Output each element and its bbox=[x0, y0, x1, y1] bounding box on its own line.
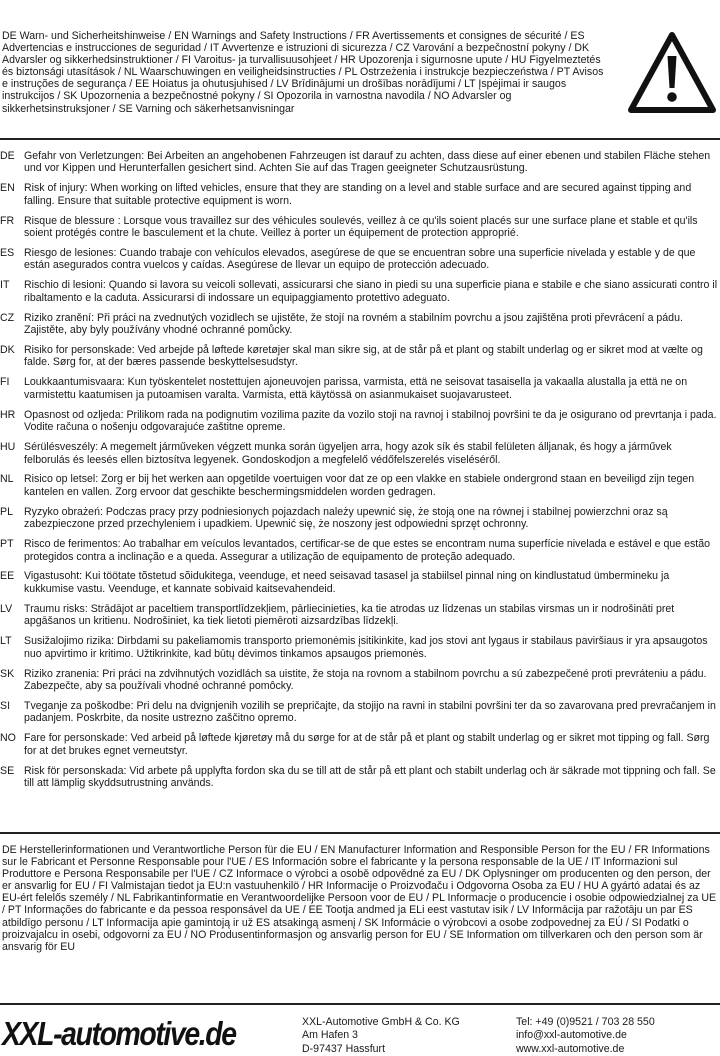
warning-text: Fare for personskade: Ved arbeid på løftede kjøretøy må du sørge for at de står på et plant og stabilt underlag og er sikret mot tipping og fall. Sørg for at det brukes egnet verneutstyr. bbox=[24, 732, 710, 757]
warning-no bbox=[0, 732, 720, 764]
warning-hu bbox=[0, 441, 720, 473]
website-url: www.xxl-automotive.de bbox=[516, 1042, 625, 1055]
warning-es bbox=[0, 247, 720, 279]
language-code: EE bbox=[0, 570, 15, 583]
warning-si bbox=[0, 700, 720, 732]
language-code: FR bbox=[0, 214, 15, 227]
footer bbox=[0, 1012, 720, 1056]
warning-hr bbox=[0, 409, 720, 441]
warning-text: Opasnost od ozljeda: Prilikom rada na podignutim vozilima pazite da vozilo stoji na ravnoj i stabilnoj površini te da je osigurano od prevrtanja i pada. Vodite računa o nošenju odgovarajuće zaštitne opreme. bbox=[24, 408, 717, 434]
warning-text: Rischio di lesioni: Quando si lavora su veicoli sollevati, assicurarsi che siano in piedi su una superficie piana e stabile e che siano assicurati contro il ribaltamento e la caduta. Assicurarsi di indossare un equipaggiamento protettivo adeguato. bbox=[24, 279, 718, 304]
language-code: EN bbox=[0, 182, 15, 195]
warning-text: Susižalojimo rizika: Dirbdami su pakeliamomis transporto priemonėmis įsitikinkite, kad jos stovi ant lygaus ir stabilaus paviršiaus ir yra apsaugotos nuo apvirtimo ir kritimo. Užtikrinkite, kad būtų dėvimos tinkamos apsaugos priemonės. bbox=[24, 635, 708, 660]
warning-text: Vigastusoht: Kui töötate tõstetud sõidukitega, veenduge, et need seisavad tasasel ja stabiilsel pinnal ning on kindlustatud ümbermineku ja kukkumise vastu. Veenduge, et kannate sobivaid kaitsevahendeid. bbox=[24, 570, 670, 595]
language-code: HU bbox=[0, 441, 16, 454]
divider-bottom bbox=[0, 1003, 720, 1005]
warning-lv bbox=[0, 603, 720, 635]
language-code: IT bbox=[0, 279, 10, 292]
warning-text: Ryzyko obrażeń: Podczas pracy przy podniesionych pojazdach należy upewnić się, że stoją one na równej i stabilnej powierzchni oraz są zabezpieczone przed przechyleniem i upadkiem. Upewnić się, że noszony jest odpowiedni sprzęt ochronny. bbox=[24, 505, 668, 531]
warning-sk bbox=[0, 668, 720, 700]
language-code: NL bbox=[0, 473, 14, 486]
warning-text: Traumu risks: Strādājot ar paceltiem transportlīdzekļiem, pārliecinieties, ka tie atrodas uz līdzenas un stabilas virsmas un ir nodrošināti pret apgāšanos un kritienu. Nodrošiniet, ka tiek lietoti piemēroti aizsardzības līdzekļi. bbox=[24, 602, 675, 628]
language-code: SI bbox=[0, 699, 11, 712]
company-address bbox=[302, 1016, 460, 1056]
warning-dk bbox=[0, 344, 720, 376]
warning-text: Sérülésveszély: A megemelt járműveken végzett munka során ügyeljen arra, hogy azok sík és stabil felületen álljanak, és hogy a járművek felborulás és leesés ellen biztosítva legyenek. Gondoskodjon a megfelelő védőfelszerelés viseléséről. bbox=[24, 441, 672, 466]
header-title: DE Warn- und Sicherheitshinweise / EN Warnings and Safety Instructions / FR Avertissements et consignes de sécurité / ES Advertencias e instrucciones de seguridad / IT Avvertenze e istruzioni di sicurezza / CZ Varování a bezpečnostní pokyny / DK Advarsler og sikkerhedsinstruktioner / FI Varoitus- ja turvallisuusohjeet / HR Upozorenja i sigurnosne upute / HU Figyelmeztetés és biztonsági utasítások / NL Waarschuwingen en veiligheidsinstructies / PL Ostrzeżenia i instrukcje bezpieczeństwa / PT Avisos e instruções de segurança / EE Hoiatus ja ohutusjuhised / LV Brīdinājumi un drošības norādījumi / LT Įspėjimai ir saugos instrukcijos / SK Upozornenia a bezpečnostné pokyny / SI Opozorila in varnostna navodila / NO Advarsler og sikkerhetsinstruksjoner / SE Varning och säkerhetsanvisningar bbox=[2, 30, 604, 115]
divider-top bbox=[0, 138, 720, 140]
divider-middle bbox=[0, 832, 720, 834]
warning-text: Risk för personskada: Vid arbete på upplyfta fordon ska du se till att de står på ett plant och stabilt underlag och är säkrade mot tippning och fall. Se till att lämplig skyddsutrustning används. bbox=[24, 764, 716, 789]
warning-lt bbox=[0, 635, 720, 667]
warning-text: Riziko zranenia: Pri práci na zdvihnutých vozidlách sa uistite, že stoja na rovnom a stabilnom povrchu a sú zabezpečené proti prevráteniu a pádu. Zabezpečte, aby sa používali vhodné ochranné pomôcky. bbox=[24, 667, 707, 692]
email-address: info@xxl-automotive.de bbox=[516, 1029, 627, 1042]
language-code: FI bbox=[0, 376, 10, 389]
warning-text: Risico op letsel: Zorg er bij het werken aan opgetilde voertuigen voor dat ze op een vlakke en stabiele ondergrond staan en beveiligd zijn tegen kantelen en vallen. Zorg ervoor dat geschikte beschermingsmiddelen worden gedragen. bbox=[24, 473, 695, 498]
warning-text: Risco de ferimentos: Ao trabalhar em veículos levantados, certificar-se de que estes se encontram numa superfície nivelada e estável e que estão protegidos contra a inclinação e a queda. Assegurar a utilização de equipamento de proteção adequado. bbox=[24, 538, 711, 563]
warning-pl bbox=[0, 506, 720, 538]
language-code: LV bbox=[0, 602, 13, 615]
warning-text: Loukkaantumisvaara: Kun työskentelet nostettujen ajoneuvojen parissa, varmista, että ne seisovat tasaisella ja vakaalla alustalla ja että ne on varmistettu kaatumisen ja putoamisen varalta. Varmista, että käytössä on asianmukaiset suojavarusteet. bbox=[24, 376, 688, 401]
warning-fi bbox=[0, 376, 720, 408]
warning-text: Tveganje za poškodbe: Pri delu na dvignjenih vozilih se prepričajte, da stojijo na ravni in stabilni površini ter da so zavarovana pred prevračanjem in padanjem. Poskrbite, da nosite ustrezno zaščitno opremo. bbox=[24, 699, 716, 725]
language-code: SK bbox=[0, 667, 15, 680]
language-code: DE bbox=[0, 150, 15, 162]
warning-ee bbox=[0, 570, 720, 602]
company-contact bbox=[516, 1016, 655, 1056]
warning-it bbox=[0, 279, 720, 311]
language-code: NO bbox=[0, 732, 16, 745]
warning-en bbox=[0, 182, 720, 214]
address-line: D-97437 Hassfurt bbox=[302, 1042, 386, 1055]
warnings-list bbox=[0, 150, 720, 797]
warning-text: Gefahr von Verletzungen: Bei Arbeiten an angehobenen Fahrzeugen ist darauf zu achten, dass diese auf einer ebenen und stabilen Fläche stehen und vor Kippen und Herunterfallen gesichert sind. Achten Sie auf das Tragen geeigneter Schutzausrüstung. bbox=[24, 150, 711, 175]
warning-de bbox=[0, 150, 720, 182]
manufacturer-info: DE Herstellerinformationen und Verantwortliche Person für die EU / EN Manufacturer Information and Responsible Person for the EU / FR Informations sur le Fabricant et Personne Responsable pour l'UE / ES Información sobre el fabricante y la persona responsable de la UE / IT Informazioni sul Produttore e Persona Responsabile per l'UE / CZ Informace o výrobci a osobě odpovědné za EU / DK Oplysninger om producenten og den person, der er ansvarlig for EU / FI Valmistajan tiedot ja EU:n vastuuhenkilö / HR Informacije o Proizvođaču i Odgovorna Osoba za EU / HU A gyártó adatai és az EU-ért felelős személy / NL Fabrikantinformatie en Verantwoordelijke Persoon voor de EU / PL Informacje o producencie i osobie odpowiedzialnej za UE / PT Informações do fabricante e da pessoa responsável da UE / EE Tootja andmed ja ELi eest vastutav isik / LV Informācija par ražotāju un par ES atbildīgo personu / LT Informacija apie gamintoją ir už ES atsakingą asmenį / SK Informácie o výrobcovi a osobe zodpovednej za EÚ / SI Podatki o proizvajalcu in osebi, odgovorni za EU / NO Produsentinformasjon og ansvarlig person for EU / SE Information om tillverkaren och den person som är ansvarig för EU bbox=[2, 844, 717, 953]
language-code: LT bbox=[0, 635, 12, 648]
language-code: PT bbox=[0, 538, 14, 551]
warning-text: Riziko zranění: Při práci na zvednutých vozidlech se ujistěte, že stojí na rovném a stabilním povrchu a jsou zajištěna proti převrácení a pádu. Zajistěte, aby byly používány vhodné ochranné pomůcky. bbox=[24, 311, 683, 337]
address-line: XXL-Automotive GmbH & Co. KG bbox=[302, 1016, 460, 1028]
language-code: SE bbox=[0, 764, 15, 777]
address-line: Am Hafen 3 bbox=[302, 1029, 358, 1042]
language-code: DK bbox=[0, 344, 15, 357]
warning-nl bbox=[0, 473, 720, 505]
header bbox=[0, 30, 720, 126]
language-code: CZ bbox=[0, 311, 15, 324]
language-code: PL bbox=[0, 505, 13, 518]
warning-fr bbox=[0, 215, 720, 247]
warning-cz bbox=[0, 312, 720, 344]
warning-se bbox=[0, 765, 720, 797]
warning-text: Risque de blessure : Lorsque vous travaillez sur des véhicules soulevés, veillez à ce qu'ils soient placés sur une surface plane et stable et qu'ils soient protégés contre le basculement et la chute. Veillez à porter un équipement de protection approprié. bbox=[24, 214, 698, 240]
warning-triangle-icon bbox=[628, 32, 716, 114]
warning-text: Riesgo de lesiones: Cuando trabaje con vehículos elevados, asegúrese de que se encuentran sobre una superficie nivelada y estable y de que están asegurados contra vuelcos y caídas. Asegúrese de llevar un equipo de protección adecuado. bbox=[24, 247, 696, 272]
phone-number: Tel: +49 (0)9521 / 703 28 550 bbox=[516, 1016, 655, 1028]
brand-logo: XXL-automotive.de bbox=[2, 1015, 236, 1052]
warning-text: Risiko for personskade: Ved arbejde på løftede køretøjer skal man sikre sig, at de står på et plant og stabilt underlag og er sikret mod at vælte og falde. Sørg for, at der bæres passende beskyttelsesudstyr. bbox=[24, 344, 703, 369]
warning-text: Risk of injury: When working on lifted vehicles, ensure that they are standing on a level and stable surface and are secured against tipping and falling. Ensure that suitable protective equipment is worn. bbox=[24, 182, 692, 207]
warning-pt bbox=[0, 538, 720, 570]
language-code: HR bbox=[0, 408, 16, 421]
language-code: ES bbox=[0, 247, 15, 260]
